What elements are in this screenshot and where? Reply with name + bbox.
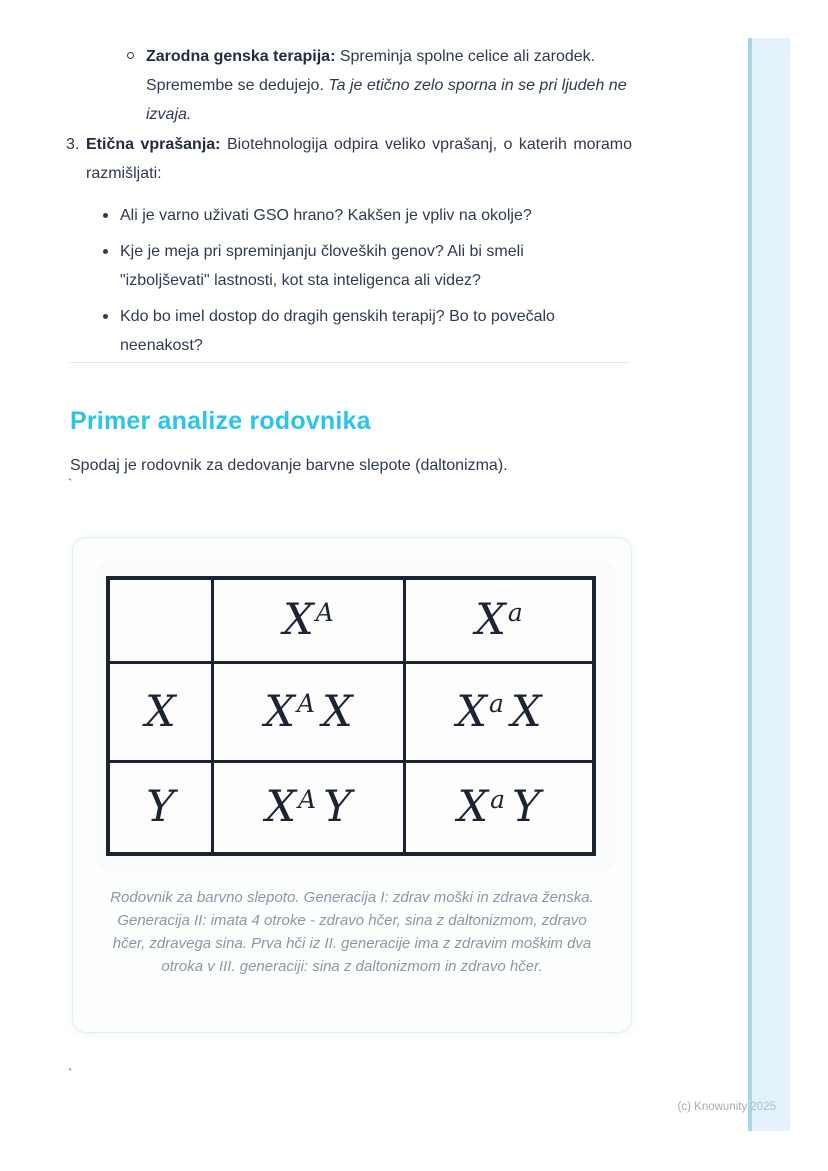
page-highlight-bar <box>748 38 790 1131</box>
punnett-cell-XAX: $X^A$ X <box>212 662 404 761</box>
list-item <box>120 302 626 360</box>
section-intro: Spodaj je rodovnik za dedovanje barvne slepote (daltonizma). <box>70 457 508 474</box>
ethics-question-list <box>103 201 633 367</box>
bullet-icon <box>103 213 108 218</box>
germline-therapy-item <box>70 42 632 129</box>
hollow-bullet-icon <box>127 52 134 59</box>
germline-therapy-text <box>146 42 632 129</box>
germline-bold-label: Zarodna genska terapija: <box>146 48 336 65</box>
list-item <box>120 237 602 295</box>
germline-italic-text: Ta je etično zelo sporna in se pri ljudeh ne izvaja. <box>146 77 627 123</box>
punnett-cell-XAY: $X^A$ Y <box>212 761 404 854</box>
bullet-icon <box>103 249 108 254</box>
punnett-cell-X: X <box>108 662 212 761</box>
copyright-text: (c) Knowunity 2025 <box>677 1101 776 1113</box>
punnett-cell-Y: Y <box>108 761 212 854</box>
figure-card <box>72 537 632 1033</box>
ethics-questions-item <box>66 130 632 188</box>
question-text: Ali je varno uživati GSO hrano? Kakšen je vpliv na okolje? <box>120 207 532 224</box>
list-item <box>120 201 632 230</box>
punnett-cell-XA: $X^A$ <box>212 578 404 662</box>
stray-backtick: ` <box>68 1066 73 1081</box>
ethics-normal-text: Biotehnologija odpira veliko vprašanj, o katerih moramo razmišljati: <box>86 136 633 182</box>
punnett-cell-XaX: $X^a$ X <box>404 662 594 761</box>
punnett-cell-XaY: $X^a$ Y <box>404 761 594 854</box>
question-text: Kje je meja pri spreminjanju človeških genov? Ali bi smeli "izboljševati" lastnosti, kot sta inteligenca ali videz? <box>120 243 524 289</box>
stray-backtick: ` <box>68 476 73 491</box>
question-text: Kdo bo imel dostop do dragih genskih terapij? Bo to povečalo neenakost? <box>120 308 555 354</box>
list-number: 3. <box>66 136 80 153</box>
section-heading: Primer analize rodovnika <box>70 406 371 435</box>
punnett-cell-Xa: $X^a$ <box>404 578 594 662</box>
ethics-item-text <box>86 130 632 188</box>
ethics-bold-label: Etična vprašanja: <box>86 136 221 153</box>
section-divider <box>70 362 630 363</box>
bullet-icon <box>103 314 108 319</box>
germline-normal-text: Spreminja spolne celice ali zarodek. Spremembe se dedujejo. <box>146 48 596 94</box>
figure-caption: Rodovnik za barvno slepoto. Generacija I: zdrav moški in zdrava ženska. Generacija II: imata 4 otroke - zdravo hčer, sina z daltonizmom, zdravo hčer, zdravega sina. Prva hči iz II. generacije ima z zdravim moškim dva otroka v III. generaciji: sina z daltonizmom in zdravo hčer. <box>110 889 594 975</box>
